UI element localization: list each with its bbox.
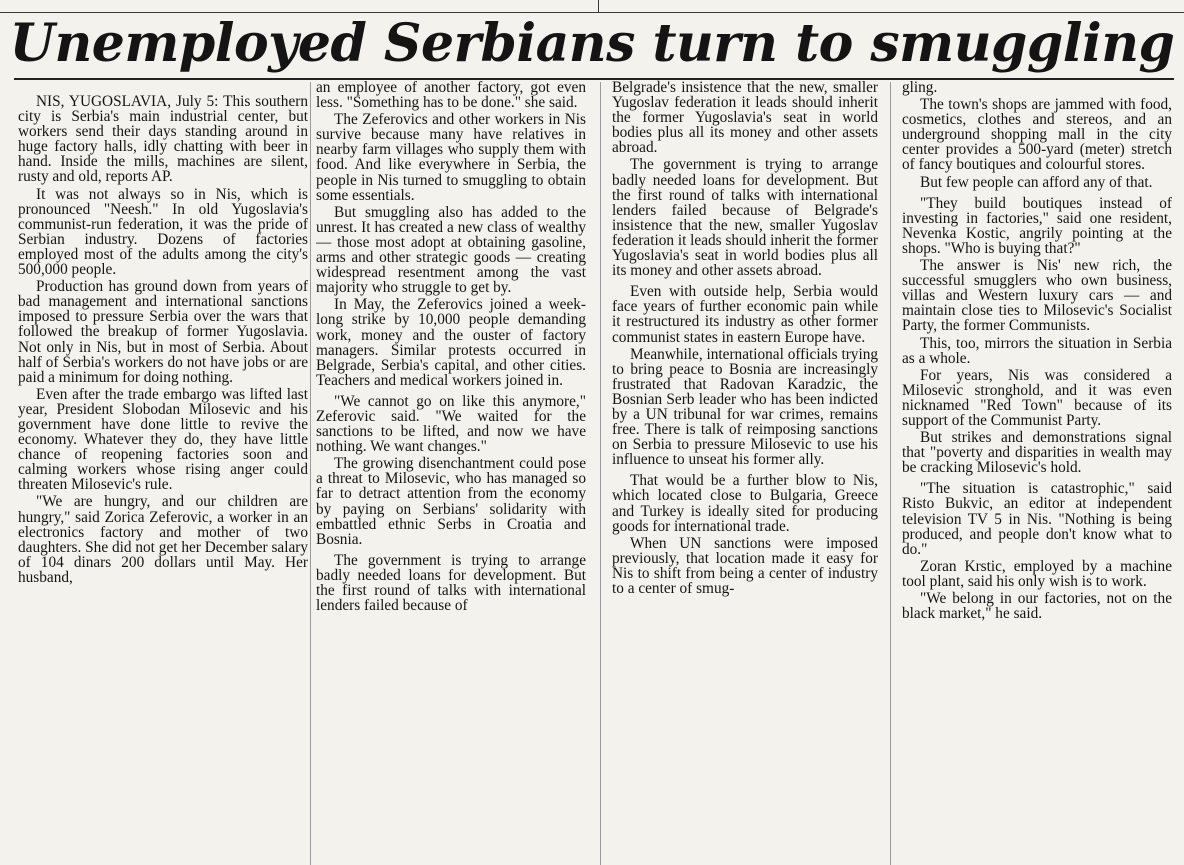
paragraph: This, too, mirrors the situation in Serbia as a whole. bbox=[902, 334, 1172, 367]
paragraph: For years, Nis was considered a Milosevic stronghold, and it was even nicknamed "Red Town" because of its support of the Communist Party. bbox=[902, 366, 1172, 429]
article-column-1 bbox=[18, 94, 308, 865]
paragraph: That would be a further blow to Nis, which located close to Bulgaria, Greece and Turkey is ideally sited for producing goods for international trade. bbox=[612, 472, 878, 535]
article-column-3 bbox=[612, 80, 878, 865]
paragraph: The answer is Nis' new rich, the successful smugglers who own business, villas and Western luxury cars — and maintain close ties to Milosevic's Socialist Party, the former Communists. bbox=[902, 257, 1172, 335]
paragraph: Production has ground down from years of bad management and international sanctions imposed to pressure Serbia over the wars that followed the breakup of former Yugoslavia. Not only in Nis, but in most of Serbia. About half of Serbia's workers do not have jobs or are paid a minimum for doing nothing. bbox=[18, 278, 308, 386]
paragraph: But strikes and demonstrations signal that "poverty and disparities in wealth may be cracking Milosevic's hold. bbox=[902, 429, 1172, 477]
paragraph: an employee of another factory, got even less. "Something has to be done." she said. bbox=[316, 80, 586, 112]
paragraph: "We cannot go on like this anymore," Zeferovic said. "We waited for the sanctions to be lifted, and now we have nothing. We want changes." bbox=[316, 392, 586, 456]
paragraph: "We are hungry, and our children are hungry," said Zorica Zeferovic, a worker in an electronics factory and mother of two daughters. She did not get her December salary of 104 dinars 200 dollars until May. Her husband, bbox=[18, 493, 308, 586]
paragraph: It was not always so in Nis, which is pronounced "Neesh." In old Yugoslavia's communist-run federation, it was the pride of Serbian industry. Dozens of factories employed most of the adults among the city's 500,000 people. bbox=[18, 185, 308, 279]
paragraph: Even after the trade embargo was lifted last year, President Slobodan Milosevic and his government have done little to revive the economy. Whatever they do, they have little chance of reopening factories soon and calming workers whose rising anger could threaten Milosevic's rule. bbox=[18, 385, 308, 494]
paragraph: The government is trying to arrange badly needed loans for development. But the first round of talks with international lenders failed because of bbox=[316, 551, 586, 615]
paragraph: But few people can afford any of that. bbox=[920, 173, 1153, 191]
page-top-rule bbox=[0, 0, 1184, 13]
paragraph: When UN sanctions were imposed previously, that location made it easy for Nis to shift from being a center of industry to a center of smug- bbox=[612, 534, 878, 597]
paragraph: Even with outside help, Serbia would face years of further economic pain while it restructured its industry as other former communist states in eastern Europe have. bbox=[612, 283, 878, 346]
paragraph: But smuggling also has added to the unrest. It has created a new class of wealthy — those most adopt at obtaining gasoline, arms and other strategic goods — creating widespread resentment among the vast majority who struggle to get by. bbox=[316, 203, 586, 297]
paragraph: The government is trying to arrange badly needed loans for development. But the first round of talks with international lenders failed because of Belgrade's insistence that the new, smaller Yugoslav federation it leads should inherit the former Yugoslavia's seat in world bodies plus all its money and other assets abroad. bbox=[612, 156, 878, 280]
paragraph: The growing disenchantment could pose a threat to Milosevic, who has managed so far to detract attention from the economy by paying on Serbians' solidarity with embattled ethnic Serbs in Croatia and Bosnia. bbox=[316, 455, 586, 548]
paragraph: "They build boutiques instead of investing in factories," said one resident, Nevenka Kostic, angrily pointing at the shops. "Who is buying that?" bbox=[902, 194, 1172, 257]
article-column-2 bbox=[316, 80, 586, 865]
article-column-4 bbox=[902, 80, 1172, 865]
column-divider bbox=[890, 82, 891, 865]
headline: Unemployed Serbians turn to smuggling bbox=[9, 13, 1175, 74]
paragraph: "The situation is catastrophic," said Risto Bukvic, an editor at independent television TV 5 in Nis. "Nothing is being produced, and people don't know what to do." bbox=[902, 480, 1172, 558]
article-body bbox=[0, 80, 1184, 865]
paragraph: "We belong in our factories, not on the black market," he said. bbox=[902, 590, 1172, 623]
column-divider bbox=[600, 82, 601, 865]
paragraph: In May, the Zeferovics joined a week-long strike by 10,000 people demanding work, money and the ouster of factory managers. Similar protests occurred in Belgrade, Serbia's capital, and other cities. Teachers and medical workers joined in. bbox=[316, 296, 586, 389]
paragraph: gling. bbox=[902, 80, 938, 96]
paragraph: Belgrade's insistence that the new, smaller Yugoslav federation it leads should inherit the former Yugoslavia's seat in world bodies plus all its money and other assets abroad. bbox=[612, 80, 878, 157]
column-divider bbox=[310, 82, 311, 865]
paragraph: NIS, YUGOSLAVIA, July 5: This southern city is Serbia's main industrial center, but workers send their days standing around in huge factory halls, idly chatting with beer in hand. Inside the mills, machines are silent, rusty and old, reports AP. bbox=[18, 94, 308, 186]
paragraph: Meanwhile, international officials trying to bring peace to Bosnia are increasingly frustrated that Radovan Karadzic, the Bosnian Serb leader who has been indicted by a UN tribunal for war crimes, remains free. There is talk of reimposing sanctions on Serbia to pressure Milosevic to use his influence to unseat his former ally. bbox=[612, 345, 878, 469]
paragraph: Zoran Krstic, employed by a machine tool plant, said his only wish is to work. bbox=[902, 557, 1172, 590]
paragraph: The Zeferovics and other workers in Nis survive because many have relatives in nearby farm villages who supply them with food. And like everywhere in Serbia, the people in Nis turned to smuggling to obtain some essentials. bbox=[316, 111, 586, 204]
paragraph: The town's shops are jammed with food, cosmetics, clothes and stereos, and an underground shopping mall in the city center provides a 500-yard (meter) stretch of fancy boutiques and colourful stores. bbox=[902, 96, 1172, 174]
